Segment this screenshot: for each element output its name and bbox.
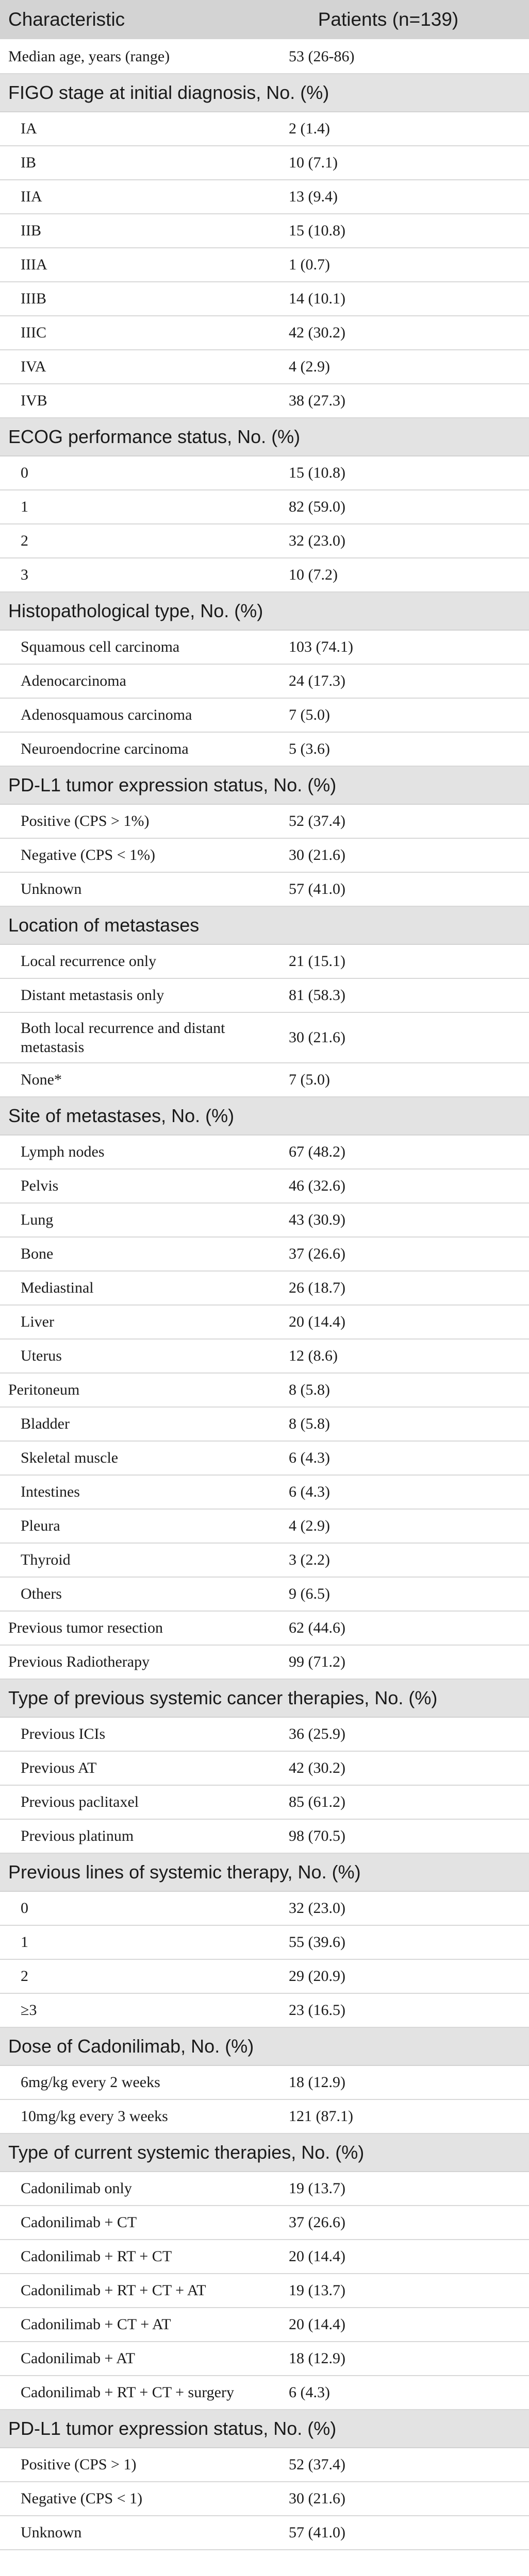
row-value: 20 (14.4) (289, 2316, 345, 2333)
row-label: IIIB (21, 290, 46, 308)
row-label: Mediastinal (21, 1279, 94, 1297)
row-label: 2 (21, 532, 28, 550)
row-label: 3 (21, 566, 28, 584)
row-label: Bladder (21, 1415, 70, 1433)
row-value: 7 (5.0) (289, 706, 330, 723)
table-row (0, 1926, 529, 1960)
row-value: 23 (16.5) (289, 2002, 345, 2019)
row-label: Cadonilimab only (21, 2180, 132, 2197)
row-value: 42 (30.2) (289, 324, 345, 341)
row-value: 57 (41.0) (289, 880, 345, 897)
table-row (0, 1374, 529, 1408)
row-label: Previous Radiotherapy (8, 1653, 150, 1671)
row-value: 8 (5.8) (289, 1381, 330, 1398)
section-header: FIGO stage at initial diagnosis, No. (%) (0, 74, 529, 112)
table-row (0, 2240, 529, 2274)
table-row (0, 873, 529, 907)
row-label: 6mg/kg every 2 weeks (21, 2074, 160, 2091)
row-label: 10mg/kg every 3 weeks (21, 2108, 168, 2125)
row-label: Positive (CPS > 1) (21, 2456, 137, 2473)
row-value: 10 (7.2) (289, 566, 338, 583)
row-value: 6 (4.3) (289, 2384, 330, 2401)
row-label: Cadonilimab + RT + CT + AT (21, 2282, 206, 2299)
row-label: None* (21, 1071, 62, 1089)
row-value: 42 (30.2) (289, 1759, 345, 1776)
row-label: Cadonilimab + CT (21, 2214, 137, 2231)
table-row (0, 945, 529, 979)
table-row (0, 2172, 529, 2206)
row-label: IIIC (21, 324, 46, 342)
table-row (0, 2206, 529, 2240)
row-label: Liver (21, 1313, 54, 1331)
row-value: 99 (71.2) (289, 1653, 345, 1670)
row-label: Others (21, 1585, 62, 1603)
table-row (0, 1752, 529, 1786)
table-row (0, 558, 529, 592)
table-row (0, 2308, 529, 2342)
row-label: IVA (21, 358, 46, 376)
section-header: PD-L1 tumor expression status, No. (%) (0, 767, 529, 805)
table-row (0, 1408, 529, 1442)
table-row (0, 1994, 529, 2028)
row-label: Previous ICIs (21, 1725, 106, 1743)
table-row (0, 1170, 529, 1204)
row-label: Thyroid (21, 1551, 71, 1569)
table-row (0, 1442, 529, 1476)
row-value: 7 (5.0) (289, 1071, 330, 1088)
row-value: 18 (12.9) (289, 2350, 345, 2367)
section-header: Location of metastases (0, 907, 529, 945)
section-header: ECOG performance status, No. (%) (0, 418, 529, 456)
row-label: Pleura (21, 1517, 60, 1535)
row-value: 52 (37.4) (289, 812, 345, 829)
row-value: 103 (74.1) (289, 638, 353, 655)
table-row (0, 1136, 529, 1170)
table-row (0, 1646, 529, 1680)
row-value: 30 (21.6) (289, 1029, 345, 1046)
section-header: Dose of Cadonilimab, No. (%) (0, 2028, 529, 2066)
table-row (0, 282, 529, 316)
row-label: Previous platinum (21, 1827, 134, 1845)
table-row (0, 214, 529, 248)
table-row (0, 2448, 529, 2482)
table-row (0, 1612, 529, 1646)
table-row (0, 316, 529, 350)
section-header: Previous lines of systemic therapy, No. (%) (0, 1854, 529, 1892)
table-row (0, 1510, 529, 1544)
section-header: Site of metastases, No. (%) (0, 1097, 529, 1136)
row-value: 24 (17.3) (289, 672, 345, 689)
table-body (0, 40, 529, 2550)
table-row (0, 699, 529, 733)
row-value: 85 (61.2) (289, 1793, 345, 1810)
table-row (0, 2376, 529, 2410)
row-value: 43 (30.9) (289, 1211, 345, 1228)
row-value: 6 (4.3) (289, 1449, 330, 1466)
row-label: Positive (CPS > 1%) (21, 812, 150, 830)
row-label: Bone (21, 1245, 54, 1263)
table-row (0, 1786, 529, 1820)
row-label: 1 (21, 1934, 28, 1951)
row-value: 55 (39.6) (289, 1934, 345, 1951)
row-value: 1 (0.7) (289, 256, 330, 273)
section-header: Histopathological type, No. (%) (0, 592, 529, 631)
row-value: 15 (10.8) (289, 222, 345, 239)
row-label: 2 (21, 1968, 28, 1985)
row-value: 20 (14.4) (289, 1313, 345, 1330)
row-value: 81 (58.3) (289, 987, 345, 1004)
row-label: Adenosquamous carcinoma (21, 706, 192, 724)
table-row (0, 1238, 529, 1272)
row-label: IIIA (21, 256, 47, 274)
table-row (0, 1340, 529, 1374)
row-value: 36 (25.9) (289, 1725, 345, 1742)
section-header: Type of previous systemic cancer therapies, No. (%) (0, 1680, 529, 1718)
row-value: 19 (13.7) (289, 2282, 345, 2299)
row-label: Adenocarcinoma (21, 672, 126, 690)
row-label: Skeletal muscle (21, 1449, 119, 1467)
row-label: 0 (21, 464, 28, 482)
row-value: 4 (2.9) (289, 1517, 330, 1534)
table-row (0, 2342, 529, 2376)
table-row (0, 1204, 529, 1238)
row-value: 9 (6.5) (289, 1585, 330, 1602)
row-value: 121 (87.1) (289, 2108, 353, 2125)
row-label: Negative (CPS < 1) (21, 2490, 143, 2507)
table-row (0, 1960, 529, 1994)
row-label: IVB (21, 392, 47, 410)
table-row (0, 1892, 529, 1926)
row-value: 19 (13.7) (289, 2180, 345, 2197)
table-row (0, 631, 529, 665)
row-label: IB (21, 154, 36, 172)
table-row (0, 839, 529, 873)
row-label: Both local recurrence and distant metastasis (21, 1019, 225, 1056)
row-label: Cadonilimab + RT + CT + surgery (21, 2384, 234, 2401)
table-row (0, 1272, 529, 1306)
row-label: Intestines (21, 1483, 80, 1501)
table-row (0, 1063, 529, 1097)
header-patients: Patients (n=139) (318, 9, 459, 30)
row-label: Previous paclitaxel (21, 1793, 139, 1811)
table-row (0, 1578, 529, 1612)
table-header (0, 0, 529, 40)
row-label: IIB (21, 222, 41, 240)
table-row (0, 979, 529, 1013)
table-row (0, 733, 529, 767)
table-row (0, 2516, 529, 2550)
table-row (0, 1544, 529, 1578)
table-row (0, 180, 529, 214)
row-label: Distant metastasis only (21, 987, 164, 1004)
row-label: Cadonilimab + RT + CT (21, 2248, 172, 2265)
table-row (0, 2274, 529, 2308)
table-row (0, 2100, 529, 2134)
row-label: Unknown (21, 2524, 82, 2541)
row-value: 10 (7.1) (289, 154, 338, 171)
row-value: 8 (5.8) (289, 1415, 330, 1432)
row-value: 13 (9.4) (289, 188, 338, 205)
row-value: 32 (23.0) (289, 532, 345, 549)
row-label: Previous AT (21, 1759, 97, 1777)
row-value: 82 (59.0) (289, 498, 345, 515)
table-row (0, 524, 529, 558)
row-label: Previous tumor resection (8, 1619, 163, 1637)
row-value: 46 (32.6) (289, 1177, 345, 1194)
table-row (0, 1820, 529, 1854)
section-header: Type of current systemic therapies, No. (%) (0, 2134, 529, 2172)
row-label: 0 (21, 1900, 28, 1917)
table-row (0, 350, 529, 384)
row-label: Lymph nodes (21, 1143, 105, 1161)
row-value: 4 (2.9) (289, 358, 330, 375)
row-value: 14 (10.1) (289, 290, 345, 307)
row-value: 21 (15.1) (289, 953, 345, 970)
header-characteristic: Characteristic (8, 9, 125, 30)
section-header: PD-L1 tumor expression status, No. (%) (0, 2410, 529, 2448)
row-value: 26 (18.7) (289, 1279, 345, 1296)
row-value: 30 (21.6) (289, 846, 345, 863)
row-label: IIA (21, 188, 42, 206)
row-label: Local recurrence only (21, 953, 157, 970)
row-label: Negative (CPS < 1%) (21, 846, 156, 864)
row-label: Pelvis (21, 1177, 59, 1195)
row-label: Median age, years (range) (8, 48, 170, 65)
row-value: 32 (23.0) (289, 1900, 345, 1917)
row-value: 2 (1.4) (289, 120, 330, 137)
row-value: 20 (14.4) (289, 2248, 345, 2265)
row-value: 57 (41.0) (289, 2524, 345, 2541)
table-row (0, 490, 529, 524)
table-row (0, 146, 529, 180)
table-row (0, 2066, 529, 2100)
row-value: 3 (2.2) (289, 1551, 330, 1568)
table-row (0, 1476, 529, 1510)
row-value: 6 (4.3) (289, 1483, 330, 1500)
table-row (0, 112, 529, 146)
row-label: ≥3 (21, 2002, 37, 2019)
row-value: 52 (37.4) (289, 2456, 345, 2473)
table-row (0, 40, 529, 74)
table-row (0, 665, 529, 699)
row-value: 15 (10.8) (289, 464, 345, 481)
row-value: 38 (27.3) (289, 392, 345, 409)
row-label: IA (21, 120, 37, 138)
table-row (0, 456, 529, 490)
row-label: Neuroendocrine carcinoma (21, 740, 189, 758)
row-label: Lung (21, 1211, 54, 1229)
table-row (0, 2482, 529, 2516)
table-row (0, 1306, 529, 1340)
row-label: Uterus (21, 1347, 62, 1365)
row-value: 29 (20.9) (289, 1968, 345, 1985)
row-label: Cadonilimab + AT (21, 2350, 135, 2367)
row-value: 67 (48.2) (289, 1143, 345, 1160)
row-value: 98 (70.5) (289, 1827, 345, 1844)
row-value: 30 (21.6) (289, 2490, 345, 2507)
table-row (0, 1013, 529, 1063)
row-label: Cadonilimab + CT + AT (21, 2316, 171, 2333)
row-value: 12 (8.6) (289, 1347, 338, 1364)
table-row (0, 384, 529, 418)
row-value: 18 (12.9) (289, 2074, 345, 2091)
row-label: Peritoneum (8, 1381, 80, 1399)
row-value: 5 (3.6) (289, 740, 330, 757)
row-label: 1 (21, 498, 28, 516)
table-row (0, 805, 529, 839)
row-value: 62 (44.6) (289, 1619, 345, 1636)
table-row (0, 1718, 529, 1752)
table-row (0, 248, 529, 282)
row-value: 53 (26-86) (289, 48, 355, 65)
row-value: 37 (26.6) (289, 2214, 345, 2231)
row-value: 37 (26.6) (289, 1245, 345, 1262)
row-label: Squamous cell carcinoma (21, 638, 180, 656)
row-label: Unknown (21, 880, 82, 898)
